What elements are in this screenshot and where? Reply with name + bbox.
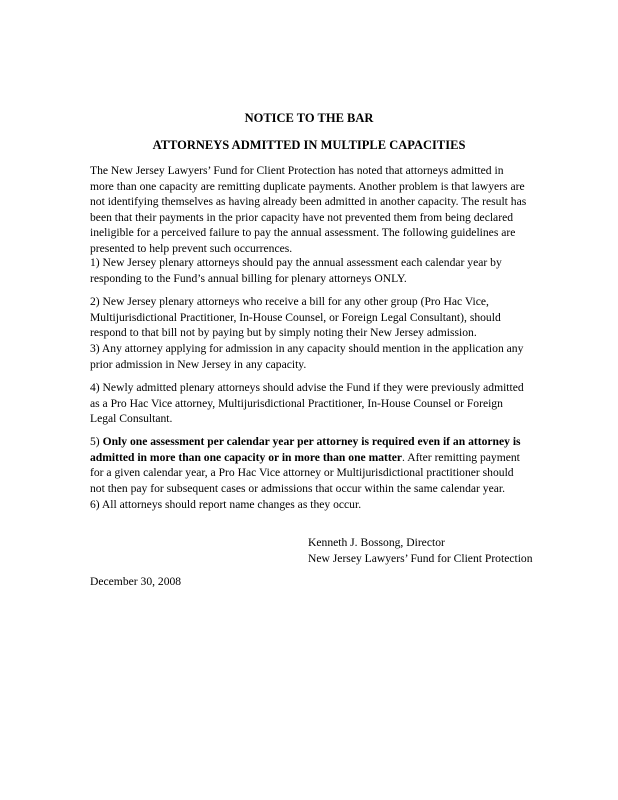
guideline-2: 2) New Jersey plenary attorneys who receive a bill for any other group (Pro Hac Vice, Multijurisdictional Practitioner, In-House Counsel, or Foreign Legal Consultant), should respond to that bill not by paying but by simply noting their New Jersey admission. <box>90 295 501 339</box>
guideline-6: 6) All attorneys should report name changes as they occur. <box>90 498 362 511</box>
intro-paragraph: The New Jersey Lawyers’ Fund for Client Protection has noted that attorneys admitted in more than one capacity are remitting duplicate payments. Another problem is that lawyers are not identifying themselves as having already been admitted in another capacity. The result has been that their payments in the prior capacity have not prevented them from being declared ineligible for a perceived failure to pay the annual assessment. The following guidelines are presented to help prevent such occurrences. <box>90 164 527 255</box>
guideline-5-emphasis: Only one assessment per calendar year per attorney is required even if an attorney is admitted in more than one capacity or in more than one matter <box>90 435 521 464</box>
signature-organization: New Jersey Lawyers’ Fund for Client Protection <box>308 551 533 565</box>
notice-subheading: ATTORNEYS ADMITTED IN MULTIPLE CAPACITIES <box>152 138 466 152</box>
document-date: December 30, 2008 <box>90 575 182 588</box>
guideline-3: 3) Any attorney applying for admission in any capacity should mention in the application any prior admission in New Jersey in any capacity. <box>90 342 524 371</box>
notice-heading: NOTICE TO THE BAR <box>244 111 374 125</box>
guideline-5-rest: . After remitting payment for a given calendar year, a Pro Hac Vice attorney or Multijurisdictional practitioner should not then pay for subsequent cases or admissions that occur within the same calendar year. <box>90 450 520 495</box>
guideline-5 <box>90 434 530 496</box>
guideline-4: 4) Newly admitted plenary attorneys should advise the Fund if they were previously admitted as a Pro Hac Vice attorney, Multijurisdictional Practitioner, In-House Counsel or Foreign Legal Consultant. <box>90 381 524 425</box>
signature-block <box>308 535 588 566</box>
signature-name: Kenneth J. Bossong, Director <box>308 536 445 549</box>
guideline-5-number: 5) <box>90 435 103 448</box>
guideline-1: 1) New Jersey plenary attorneys should pay the annual assessment each calendar year by responding to the Fund’s annual billing for plenary attorneys ONLY. <box>90 256 502 285</box>
